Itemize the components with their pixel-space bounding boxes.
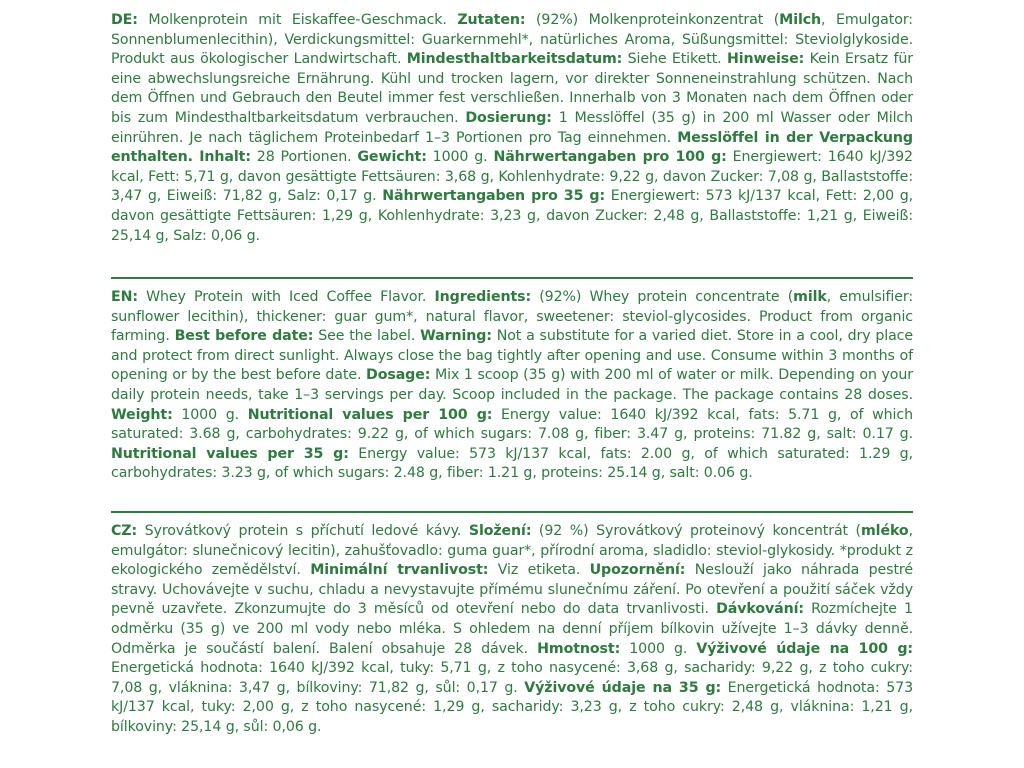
body-text: Energetická hodnota: 573 kJ/137 kcal, tuky: 2,00 g, z toho nasycené: 1,29 g, sacharidy: 3,23 g, z toho cukry: 2,48 g, vláknina: 1,21 g, bílkoviny: 25,14 g, sůl: 0,06 g. [111, 679, 913, 735]
bold-label: Hinweise: [726, 51, 805, 68]
bold-label: Minimální trvanlivost: [310, 562, 489, 579]
body-text: 1000 g. [620, 640, 697, 657]
body-text: , Emulgator: Sonnenblumenlecithin), Verdickungsmittel: Guarkernmehl*, natürliches Aroma, Süßungsmittel: Steviolglykoside. Produkt aus ökologischer Landwirtschaft. [111, 12, 913, 68]
section-de [111, 11, 913, 246]
bold-label: DE: [111, 12, 138, 28]
bold-label: Gewicht: [357, 149, 427, 166]
section-cz [111, 522, 913, 738]
body-text: Siehe Etikett. [622, 51, 727, 68]
bold-label: Upozornění: [589, 562, 686, 579]
body-text: 1 Messlöffel (35 g) in 200 ml Wasser oder Milch einrühren. Je nach täglichem Proteinbedarf 1–3 Portionen pro Tag einnehmen. [111, 109, 913, 146]
bold-label: Nährwertangaben pro 100 g: [493, 149, 727, 166]
body-text: (92%) Molkenproteinkonzentrat ( [525, 12, 780, 28]
body-text: (92%) Whey protein concentrate ( [531, 289, 794, 305]
bold-label: EN: [111, 289, 138, 305]
body-text: Not a substitute for a varied diet. Store in a cool, dry place and protect from direct sunlight. Always close the bag tightly after opening and use. Consume within 3 months of opening or by the best before date. [111, 328, 914, 384]
bold-label: Warning: [420, 328, 492, 345]
bold-label: Milch [779, 12, 822, 28]
body-text: See the label. [313, 328, 421, 345]
bold-label: Výživové údaje na 100 g: [696, 640, 913, 657]
bold-label: Best before date: [174, 328, 314, 345]
body-text: Molkenprotein mit Eiskaffee-Geschmack. [137, 12, 458, 28]
body-text: 28 Portionen. [250, 149, 358, 166]
bold-label: Výživové údaje na 35 g: [524, 679, 722, 696]
section-en [111, 288, 913, 484]
bold-label: Ingredients: [434, 289, 532, 305]
body-text: (92 %) Syrovátkový proteinový koncentrát ( [531, 523, 861, 539]
body-text: Energiewert: 573 kJ/137 kcal, Fett: 2,00 g, davon gesättigte Fettsäuren: 1,29 g, Kohlenhydrate: 3,23 g, davon Zucker: 2,48 g, Ballaststoffe: 1,21 g, Eiweiß: 25,14 g, Salz: 0,06 g. [111, 188, 914, 244]
body-text: Energy value: 573 kJ/137 kcal, fats: 2.00 g, of which saturated: 1.29 g, carbohydrates: 3.23 g, of which sugars: 2.48 g, fiber: 1.21 g, proteins: 25.14 g, salt: 0.06 g. [111, 445, 913, 482]
bold-label: Nährwertangaben pro 35 g: [382, 188, 606, 205]
body-text: , emulsifier: sunflower lecithin), thickener: guar gum*, natural flavor, sweetener: steviol-glycosides. Product from organic farming. [111, 289, 913, 345]
body-text: 1000 g. [172, 406, 248, 423]
body-text: 1000 g. [426, 149, 494, 166]
bold-label: Dávkování: [716, 601, 804, 618]
body-text: Kein Ersatz für eine abwechslungsreiche Ernährung. Kühl und trocken lagern, vor direkter Sonneneinstrahlung schützen. Nach dem Öffnen und Gebrauch den Beutel immer fest verschließen. Innerhalb von 3 Monaten nach dem Öffnen oder bis zum Mindesthaltbarkeitsdatum verbrauchen. [111, 51, 913, 126]
body-text: Syrovátkový protein s příchutí ledové kávy. [137, 523, 469, 539]
body-text: Neslouží jako náhrada pestré stravy. Uchovávejte v suchu, chladu a nevystavujte přímému slunečnímu záření. Po otevření a použití sáček vždy pevně uzavřete. Zkonzumujte do 3 měsíců od otevření nebo do data trvanlivosti. [111, 562, 913, 618]
body-text: , emulgátor: slunečnicový lecitin), zahušťovadlo: guma guar*, přírodní aroma, sladidlo: steviol-glykosidy. *produkt z ekologického zemědělství. [111, 523, 913, 579]
bold-label: Zutaten: [457, 12, 526, 28]
bold-label: Hmotnost: [537, 640, 621, 657]
bold-label: milk [793, 289, 827, 305]
body-text: Viz etiketa. [488, 562, 590, 579]
bold-label: Nutritional values per 35 g: [111, 445, 349, 462]
bold-label: CZ: [111, 523, 138, 539]
bold-label: Dosage: [366, 367, 431, 384]
bold-label: Nutritional values per 100 g: [247, 406, 493, 423]
divider [111, 511, 913, 513]
bold-label: Dosierung: [465, 109, 552, 126]
bold-label: Složení: [468, 523, 532, 539]
body-text: Whey Protein with Iced Coffee Flavor. [137, 289, 435, 305]
bold-label: Mindesthaltbarkeitsdatum: [406, 51, 623, 68]
body-text: Energiewert: 1640 kJ/392 kcal, Fett: 5,71 g, davon gesättigte Fettsäuren: 3,68 g, Kohlenhydrate: 9,22 g, davon Zucker: 7,08 g, Ballaststoffe: 3,47 g, Eiweiß: 71,82 g, Salz: 0,17 g. [111, 149, 913, 205]
bold-label: mléko [861, 523, 909, 539]
cutoff-text-fragment [111, 762, 431, 768]
body-text: Energy value: 1640 kJ/392 kcal, fats: 5.71 g, of which saturated: 3.68 g, carbohydrates: 9.22 g, of which sugars: 7.08 g, fiber: 3.47 g, proteins: 71.82 g, salt: 0.17 g. [111, 406, 913, 443]
body-text: Energetická hodnota: 1640 kJ/392 kcal, tuky: 5,71 g, z toho nasycené: 3,68 g, sacharidy: 9,22 g, z toho cukry: 7,08 g, vláknina: 3,47 g, bílkoviny: 71,82 g, sůl: 0,17 g. [111, 660, 913, 696]
body-text: Mix 1 scoop (35 g) with 200 ml of water or milk. Depending on your daily protein needs, take 1–3 servings per day. Scoop included in the package. The package contains 28 doses. [111, 367, 913, 403]
bold-label: Weight: [111, 406, 173, 423]
body-text: Rozmíchejte 1 odměrku (35 g) ve 200 ml vody nebo mléka. S ohledem na denní příjem bílkovin užívejte 1–3 dávky denně. Odměrka je součástí balení. Balení obsahuje 28 dávek. [111, 601, 913, 657]
divider [111, 277, 913, 279]
bold-label: Messlöffel in der Verpackung enthalten. Inhalt: [111, 129, 913, 166]
